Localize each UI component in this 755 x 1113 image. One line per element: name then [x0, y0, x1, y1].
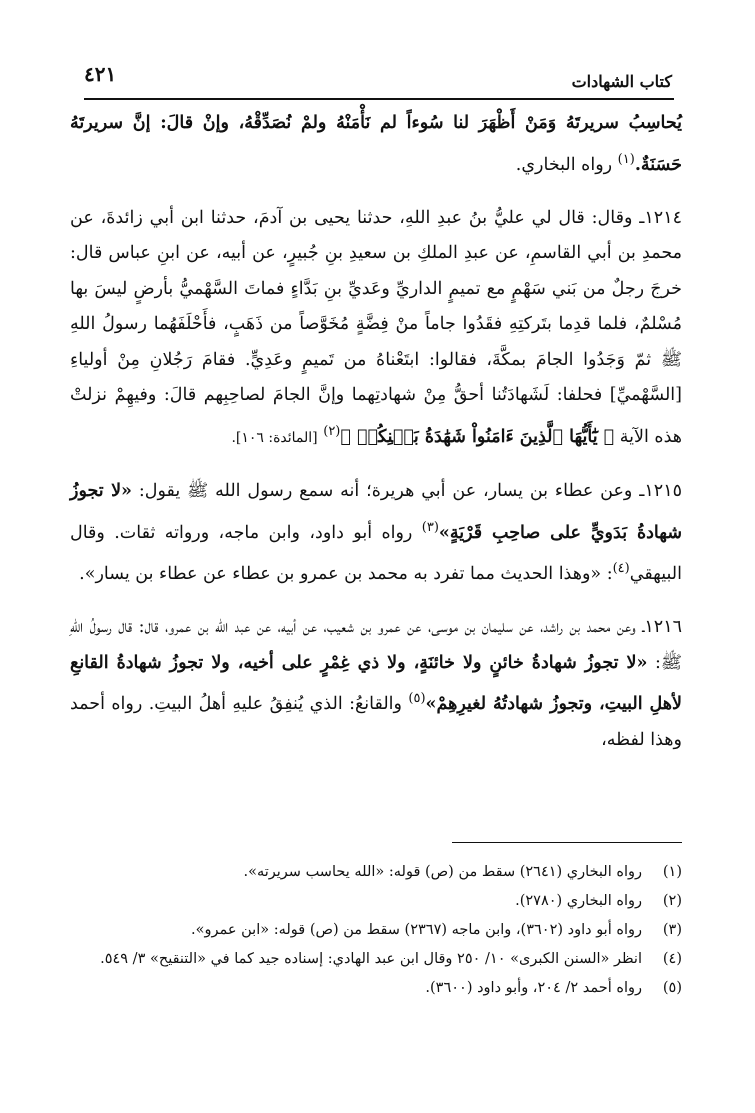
running-title: كتاب الشهادات — [571, 72, 672, 91]
footnote — [70, 916, 682, 945]
footnote-text: رواه البخاري (٢٧٨٠). — [515, 893, 642, 909]
paragraph-1215 — [70, 474, 682, 592]
narration-text: ١٢١٥ـ وعن عطاء بن يسار، عن أبي هريرة؛ أنه سمع رسول الله ﷺ يقول: — [132, 481, 683, 502]
page-header — [84, 62, 672, 96]
footnote-number: (١) — [662, 864, 682, 880]
header-divider — [84, 98, 674, 100]
footnotes — [70, 858, 682, 1003]
hadith-text: «لا تجوزُ شهادةُ بَدَويٍّ على صاحِبِ قَرْيَةٍ» — [70, 481, 682, 543]
footnote — [70, 974, 682, 1003]
commentary-text: : «وهذا الحديث مما تفرد به محمد بن عمرو بن عطاء عن عطاء بن يسار». — [79, 563, 613, 584]
page-number: ٤٢١ — [84, 62, 117, 86]
footnote-number: (٤) — [662, 951, 682, 967]
quran-verse: ﴿ يَٰٓأَيُّهَا ٱلَّذِينَ ءَامَنُواْ شَهَٰدَةُ بَيۡنِكُمۡ ﴾ — [340, 426, 615, 447]
footnote-ref[interactable]: (١) — [617, 151, 635, 167]
footnote-number: (٣) — [662, 922, 682, 938]
footnote-text: رواه أحمد ٢/ ٢٠٤، وأبو داود (٣٦٠٠). — [425, 980, 642, 996]
footnote-number: (٥) — [662, 980, 682, 996]
footnote — [70, 858, 682, 887]
footnote-number: (٢) — [662, 893, 682, 909]
footnote-ref[interactable]: (٤) — [612, 560, 630, 576]
paragraph-1214 — [70, 201, 682, 456]
paragraph-1216 — [70, 610, 682, 758]
hadith-text: «لا تجوزُ شهادةُ خائنٍ ولا خائنَةٍ، ولا ذي غِمْرٍ على أخيه، ولا تجوزُ شهادةُ القانعِ لأهلِ البيتِ، وتجوزُ شهادتُهُ لغيرِهِمْ» — [70, 652, 682, 715]
footnote-text: رواه البخاري (٢٦٤١) سقط من (ص) قوله: «الله يحاسب سريرته». — [243, 864, 642, 880]
source-text: رواه البخاري. — [515, 154, 618, 175]
footnote-ref[interactable]: (٣) — [421, 519, 439, 535]
paragraph-continuation — [70, 106, 682, 183]
narration-text: ١٢١٦ـ وعن محمد بن راشد، عن سليمان بن موسى، عن عمرو بن شعيب، عن أبيه، عن عبد الله بن عمرو، قال: قال رسولُ اللهِ ﷺ: — [70, 617, 682, 673]
verse-citation: [المائدة: ١٠٦]. — [231, 429, 318, 446]
footnote-ref[interactable]: (٢) — [323, 423, 341, 439]
source-text: رواه أبو داود، وابن ماجه، ورواته ثقات. وقال البيهقي — [70, 522, 682, 584]
footnote — [70, 945, 682, 974]
footnote-ref[interactable]: (٥) — [408, 691, 426, 707]
footnote-text: رواه أبو داود (٣٦٠٢)، وابن ماجه (٢٣٦٧) سقط من (ص) قوله: «ابن عمرو». — [191, 922, 642, 938]
footnote-text: انظر «السنن الكبرى» ١٠/ ٢٥٠ وقال ابن عبد الهادي: إسناده جيد كما في «التنقيح» ٣/ ٥٤٩. — [100, 951, 642, 967]
narration-text: ١٢١٤ـ وقال: قال لي عليُّ بنُ عبدِ اللهِ، حدثنا يحيى بن آدمَ، حدثنا ابن أبي زائدةَ، عن محمدِ بن أبي القاسمِ، عن عبدِ الملكِ بن سعيدِ بنِ جُبيرٍ، عن أبيه، عن ابنِ عباس قال: خرجَ رجلٌ من بَني سَهْمٍ مع تميمٍ الداريِّ وعَديِّ بنِ بَدَّاءٍ فماتَ السَّهْميُّ بأرضٍ ليسَ بها مُسْلمٌ، فلما قدِما بتَركتِهِ فقَدُوا جاماً منْ فِضَّةٍ مُخَوَّصاً من ذَهَبٍ، فأَحْلَفَهُما رسولُ اللهِ ﷺ ثمّ وَجَدُوا الجامَ بمكَّةَ، فقالوا: ابتَعْناهُ من تَميمٍ وعَدِيٍّ. فقامَ رَجُلانِ مِنْ أولياءِ [السَّهْميِّ] فحلفا: لَشَهادَتُنا أحقُّ مِنْ شهادتِهما وإنَّ الجامَ لصاحِبِهم قالَ: وفيهِمْ نزلتْ هذه الآية — [70, 207, 682, 447]
footnote-divider — [452, 842, 682, 843]
page-body — [70, 106, 682, 758]
hadith-text: يُحاسِبُ سريرتَهُ وَمَنْ أَظْهَرَ لنا سُوءاً لم نَأْمَنْهُ ولمْ نُصَدِّقْهُ، وإنْ قالَ: إنَّ سريرتَهُ حَسَنَةٌ. — [70, 113, 682, 175]
footnote — [70, 887, 682, 916]
commentary-text: والقانعُ: الذي يُنفِقُ عليهِ أهلُ البيتِ. رواه أحمد وهذا لفظه، — [70, 694, 682, 750]
